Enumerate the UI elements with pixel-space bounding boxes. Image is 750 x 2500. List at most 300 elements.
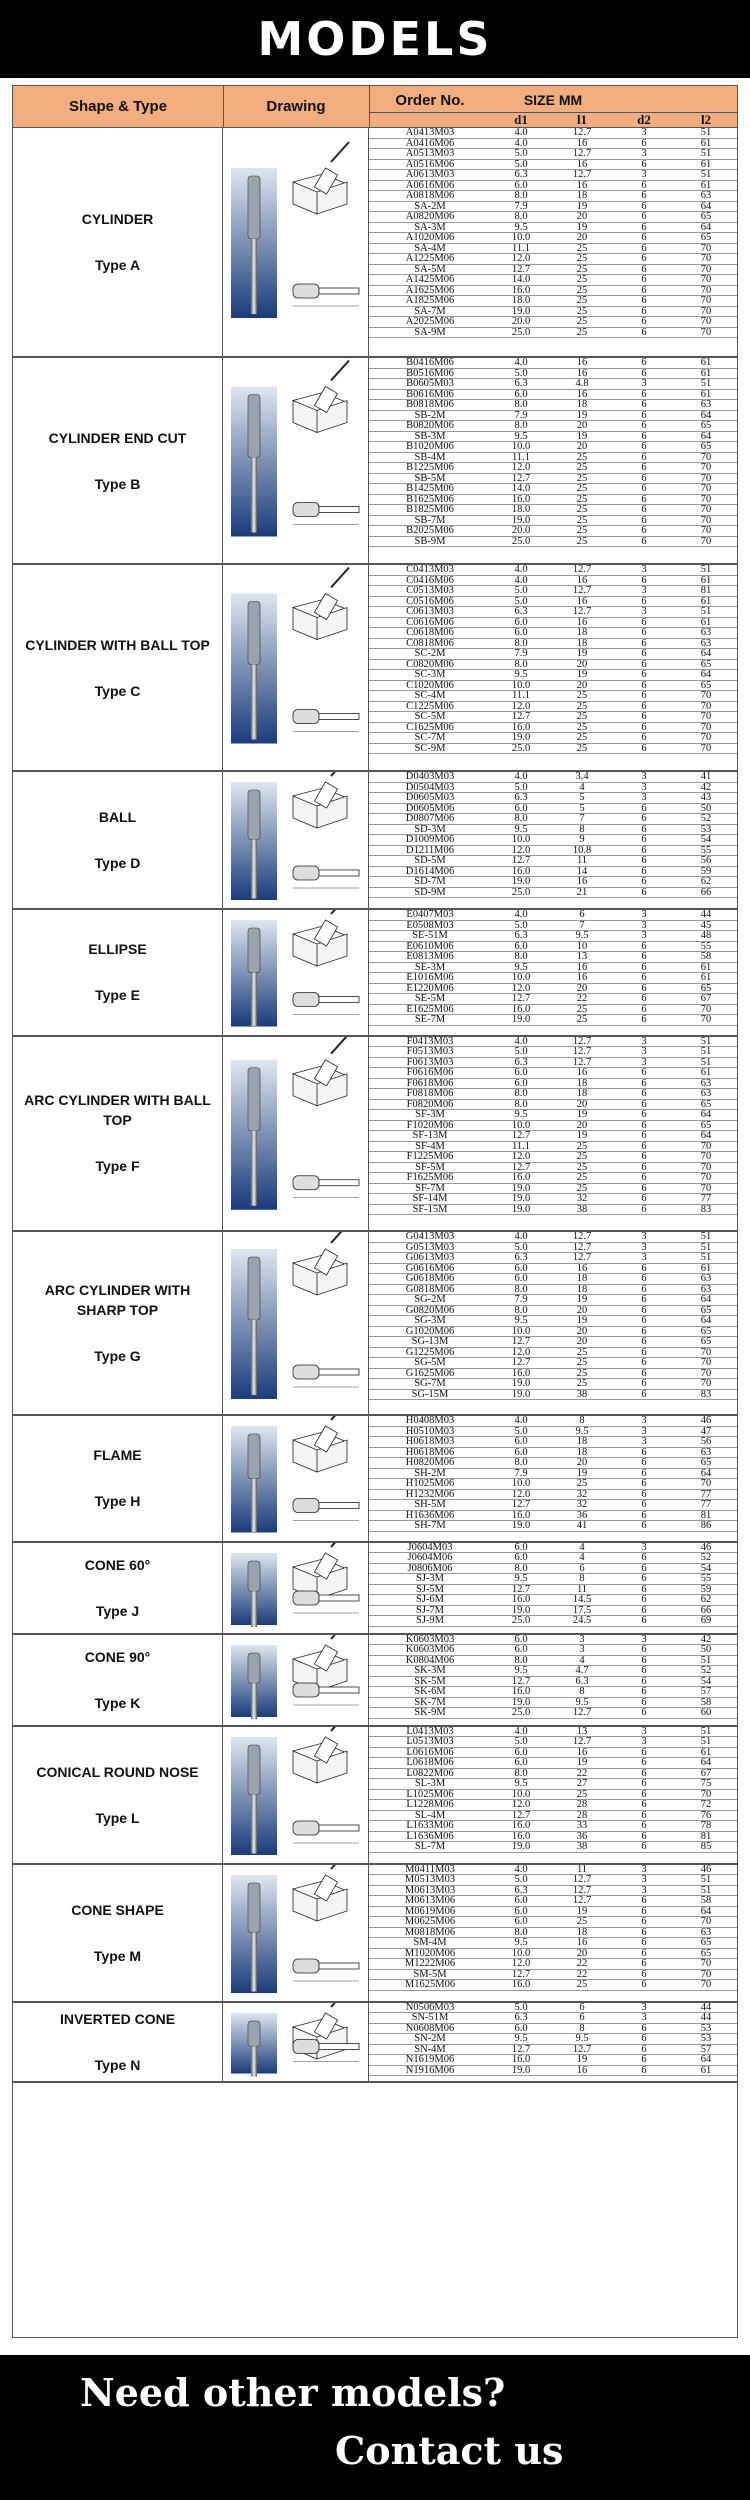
l1-value: 6 <box>579 1563 585 1573</box>
model-rows <box>369 1232 737 1400</box>
l2-value: 56 <box>700 856 712 866</box>
d2-value: 6 <box>641 638 647 648</box>
table-row <box>369 160 737 171</box>
l2-value: 51 <box>700 128 712 138</box>
d1-value: 10.0 <box>511 680 531 690</box>
l2-value: 61 <box>700 138 712 148</box>
order-no: SB-4M <box>414 452 446 462</box>
l2-value: 64 <box>700 1468 712 1478</box>
order-no: A0413M03 <box>405 128 455 138</box>
shape-type-cell <box>13 910 223 1035</box>
d2-value: 6 <box>641 1521 647 1531</box>
l1-value: 41 <box>576 1521 588 1531</box>
l1-value: 16 <box>576 1747 588 1757</box>
l1-value: 18 <box>576 638 588 648</box>
l1-value: 16 <box>576 1263 588 1273</box>
d1-value: 8.0 <box>514 1563 528 1573</box>
l1-value: 4 <box>579 1542 585 1552</box>
order-no: SB-7M <box>414 515 446 525</box>
d2-value: 6 <box>641 1584 647 1594</box>
table-row <box>369 723 737 734</box>
d1-value: 12.0 <box>511 254 531 264</box>
d2-value: 6 <box>641 1089 647 1099</box>
table-row <box>369 597 737 608</box>
table-row <box>369 1327 737 1338</box>
d1-value: 6.0 <box>514 2023 528 2033</box>
table-row <box>369 1917 737 1928</box>
table-row <box>369 733 737 744</box>
d1-value: 6.0 <box>514 1447 528 1457</box>
table-row <box>369 1779 737 1790</box>
drawing-cell <box>223 358 369 563</box>
table-row <box>369 202 737 213</box>
table-row <box>369 453 737 464</box>
order-no: A1425M06 <box>405 275 455 285</box>
order-no: G0820M06 <box>405 1305 455 1315</box>
table-row <box>369 628 737 639</box>
d1-value: 16.0 <box>511 2055 531 2065</box>
l2-value: 70 <box>700 1173 712 1183</box>
d1-value: 12.7 <box>511 1162 531 1172</box>
table-row <box>369 910 737 921</box>
l1-value: 25 <box>576 691 588 701</box>
order-no: H0510M03 <box>405 1426 455 1436</box>
order-no: J0604M06 <box>407 1553 453 1563</box>
d1-value: 6.0 <box>514 1906 528 1916</box>
order-no: F1225M06 <box>406 1152 454 1162</box>
table-row <box>369 1089 737 1100</box>
table-row <box>369 1306 737 1317</box>
d1-value: 8.0 <box>514 1655 528 1665</box>
l2-value: 70 <box>700 484 712 494</box>
drawing-2 <box>223 565 369 770</box>
d1-value: 10.0 <box>511 233 531 243</box>
order-no: G0818M06 <box>405 1284 455 1294</box>
d2-value: 6 <box>641 1263 647 1273</box>
d1-value: 12.0 <box>511 983 531 993</box>
order-no: A1625M06 <box>405 285 455 295</box>
d2-value: 6 <box>641 1337 647 1347</box>
table-row <box>369 1842 737 1853</box>
l1-value: 25 <box>576 1789 588 1799</box>
d1-value: 16.0 <box>511 1595 531 1605</box>
d1-value: 19.0 <box>511 515 531 525</box>
table-row <box>369 1253 737 1264</box>
d1-value: 8.0 <box>514 1305 528 1315</box>
l2-value: 61 <box>700 575 712 585</box>
d2-value: 6 <box>641 442 647 452</box>
d2-value: 6 <box>641 617 647 627</box>
table-row <box>369 2003 737 2014</box>
table-row <box>369 265 737 276</box>
order-no: K0804M06 <box>405 1655 455 1665</box>
order-no: B0605M03 <box>406 379 454 389</box>
d2-value: 6 <box>641 222 647 232</box>
l1-value: 16 <box>576 973 588 983</box>
d2-value: 6 <box>641 526 647 536</box>
table-row <box>369 1758 737 1769</box>
table-row <box>369 463 737 474</box>
order-no: A0818M06 <box>405 191 455 201</box>
l2-value: 65 <box>700 421 712 431</box>
l2-value: 70 <box>700 473 712 483</box>
l2-value: 70 <box>700 515 712 525</box>
table-row <box>369 1015 737 1026</box>
l1-value: 18 <box>576 191 588 201</box>
shape-name: ELLIPSE <box>88 941 147 958</box>
drawing-cell <box>223 1037 369 1231</box>
d1-value: 6.0 <box>514 617 528 627</box>
l2-value: 70 <box>700 275 712 285</box>
shape-type-cell <box>13 565 223 770</box>
l1-value: 19 <box>576 1131 588 1141</box>
table-row <box>369 1687 737 1698</box>
order-no: E0508M03 <box>406 920 454 930</box>
d2-value: 6 <box>641 845 647 855</box>
table-row <box>369 660 737 671</box>
l1-value: 6 <box>579 2013 585 2023</box>
l1-value: 3 <box>579 1645 585 1655</box>
l2-value: 66 <box>700 887 712 897</box>
d1-value: 8.0 <box>514 1458 528 1468</box>
order-no: SC-2M <box>414 649 446 659</box>
d2-value: 6 <box>641 264 647 274</box>
d2-value: 6 <box>641 1479 647 1489</box>
order-no: SA-5M <box>414 264 446 274</box>
l1-value: 25 <box>576 1368 588 1378</box>
order-no: C0618M06 <box>406 628 454 638</box>
table-row <box>369 1285 737 1296</box>
l2-value: 70 <box>700 526 712 536</box>
table-row <box>369 369 737 380</box>
l2-value: 70 <box>700 1917 712 1927</box>
l1-value: 25 <box>576 701 588 711</box>
d2-value: 3 <box>641 1885 647 1895</box>
l1-value: 18 <box>576 1089 588 1099</box>
l1-value: 38 <box>576 1389 588 1399</box>
table-row <box>369 1369 737 1380</box>
table-row <box>369 1173 737 1184</box>
table-row <box>369 1959 737 1970</box>
l2-value: 48 <box>700 931 712 941</box>
d1-value: 6.3 <box>514 793 528 803</box>
contact-banner[interactable] <box>0 2355 750 2500</box>
d1-value: 12.7 <box>511 856 531 866</box>
table-row <box>369 814 737 825</box>
d2-value: 6 <box>641 1708 647 1718</box>
table-row <box>369 149 737 160</box>
d2-value: 6 <box>641 877 647 887</box>
table-row <box>369 1980 737 1991</box>
l2-value: 64 <box>700 1131 712 1141</box>
l1-value: 20 <box>576 1120 588 1130</box>
d2-value: 6 <box>641 1959 647 1969</box>
l1-value: 32 <box>576 1500 588 1510</box>
l2-value: 70 <box>700 1379 712 1389</box>
cta-line-2[interactable]: Contact us <box>335 2428 564 2473</box>
order-no: D0403M03 <box>405 772 455 782</box>
drawing-cell <box>223 1727 369 1863</box>
d1-value: 6.0 <box>514 803 528 813</box>
l1-value: 12.7 <box>572 128 592 138</box>
l1-value: 25 <box>576 243 588 253</box>
l1-value: 25 <box>576 1358 588 1368</box>
order-no: M0619M06 <box>404 1906 456 1916</box>
drawing-0 <box>223 128 369 356</box>
l1-value: 12.7 <box>572 1047 592 1057</box>
d1-value: 19.0 <box>511 1194 531 1204</box>
d2-value: 6 <box>641 1347 647 1357</box>
order-no: SC-4M <box>414 691 446 701</box>
d2-value: 6 <box>641 1789 647 1799</box>
d1-value: 18.0 <box>511 296 531 306</box>
d1-value: 4.0 <box>514 1232 528 1242</box>
d1-value: 8.0 <box>514 1927 528 1937</box>
d1-value: 25.0 <box>511 1616 531 1626</box>
d2-value: 3 <box>641 170 647 180</box>
l1-value: 25 <box>576 1347 588 1357</box>
d1-value: 14.0 <box>511 275 531 285</box>
l1-value: 33 <box>576 1821 588 1831</box>
l1-value: 22 <box>576 1959 588 1969</box>
l2-value: 70 <box>700 1959 712 1969</box>
table-row <box>369 2034 737 2045</box>
table-row <box>369 358 737 369</box>
d1-value: 9.5 <box>514 962 528 972</box>
l2-value: 50 <box>700 1645 712 1655</box>
col-order-no: Order No. <box>395 92 465 109</box>
l1-value: 20 <box>576 1326 588 1336</box>
table-row <box>369 254 737 265</box>
d1-value: 5.0 <box>514 1426 528 1436</box>
order-no: B1625M06 <box>406 494 454 504</box>
l1-value: 25 <box>576 317 588 327</box>
l1-value: 18 <box>576 628 588 638</box>
d1-value: 19.0 <box>511 877 531 887</box>
group-type-a <box>13 128 737 358</box>
l1-value: 25 <box>576 1183 588 1193</box>
d2-value: 6 <box>641 1316 647 1326</box>
table-row <box>369 191 737 202</box>
d2-value: 3 <box>641 1253 647 1263</box>
d2-value: 6 <box>641 2044 647 2054</box>
d2-value: 6 <box>641 1204 647 1214</box>
l1-value: 6 <box>579 2002 585 2012</box>
l2-value: 51 <box>700 1057 712 1067</box>
d2-value: 6 <box>641 659 647 669</box>
d1-value: 12.0 <box>511 1489 531 1499</box>
group-type-n <box>13 2003 737 2084</box>
d2-value: 6 <box>641 1489 647 1499</box>
l1-value: 25 <box>576 285 588 295</box>
table-row <box>369 712 737 723</box>
drawing-cell <box>223 772 369 908</box>
l1-value: 19 <box>576 1110 588 1120</box>
d2-value: 6 <box>641 2055 647 2065</box>
order-no: SN-4M <box>414 2044 446 2054</box>
l1-value: 25 <box>576 1479 588 1489</box>
d2-value: 6 <box>641 1676 647 1686</box>
l1-value: 9.5 <box>575 1697 589 1707</box>
d1-value: 12.7 <box>511 1969 531 1979</box>
d1-value: 8.0 <box>514 400 528 410</box>
d1-value: 5.0 <box>514 586 528 596</box>
d2-value: 6 <box>641 1616 647 1626</box>
group-type-g <box>13 1232 737 1416</box>
order-no: SK-6M <box>414 1687 446 1697</box>
l1-value: 16 <box>576 617 588 627</box>
table-row <box>369 649 737 660</box>
table-row <box>369 1677 737 1688</box>
col-shape-type: Shape & Type <box>68 98 168 115</box>
model-rows <box>369 565 737 754</box>
d1-value: 6.3 <box>514 607 528 617</box>
d2-value: 6 <box>641 159 647 169</box>
order-no: D1211M06 <box>405 845 455 855</box>
l1-value: 16 <box>576 368 588 378</box>
table-row <box>369 1748 737 1759</box>
order-no: L0822M06 <box>406 1768 454 1778</box>
d2-value: 3 <box>641 782 647 792</box>
l2-value: 70 <box>700 285 712 295</box>
shape-type-cell <box>13 1037 223 1231</box>
d2-value: 6 <box>641 1120 647 1130</box>
order-no: B1020M06 <box>406 442 454 452</box>
col-drawing: Drawing <box>266 98 326 115</box>
l2-value: 46 <box>700 1416 712 1426</box>
table-row <box>369 526 737 537</box>
d1-value: 4.0 <box>514 565 528 575</box>
order-no: SC-7M <box>414 733 446 743</box>
d1-value: 16.0 <box>511 1980 531 1990</box>
l1-value: 25 <box>576 722 588 732</box>
shape-type: Type L <box>95 1809 140 1826</box>
l2-value: 65 <box>700 1337 712 1347</box>
d1-value: 6.0 <box>514 1263 528 1273</box>
d2-value: 6 <box>641 1563 647 1573</box>
col-d1: d1 <box>514 112 528 127</box>
d1-value: 12.7 <box>511 1584 531 1594</box>
order-no: E0813M06 <box>406 952 454 962</box>
table-row <box>369 307 737 318</box>
l2-value: 51 <box>700 1655 712 1665</box>
order-no: SK-3M <box>414 1666 446 1676</box>
table-row <box>369 474 737 485</box>
order-no: H0618M06 <box>405 1447 455 1457</box>
model-rows <box>369 772 737 898</box>
d1-value: 12.7 <box>511 712 531 722</box>
table-row <box>369 1458 737 1469</box>
l2-value: 63 <box>700 628 712 638</box>
order-no: G0618M06 <box>405 1274 455 1284</box>
l1-value: 36 <box>576 1510 588 1520</box>
d1-value: 6.3 <box>514 931 528 941</box>
l1-value: 25 <box>576 515 588 525</box>
table-row <box>369 1469 737 1480</box>
shape-type: Type D <box>94 855 141 871</box>
d2-value: 6 <box>641 431 647 441</box>
d2-value: 6 <box>641 1938 647 1948</box>
l2-value: 81 <box>700 1510 712 1520</box>
order-no: SG-7M <box>414 1379 446 1389</box>
table-row <box>369 1907 737 1918</box>
table-row <box>369 1896 737 1907</box>
table-row <box>369 223 737 234</box>
l1-value: 6.3 <box>575 1676 589 1686</box>
l2-value: 61 <box>700 159 712 169</box>
table-row <box>369 1521 737 1532</box>
table-row <box>369 421 737 432</box>
order-no: A1225M06 <box>405 254 455 264</box>
l1-value: 20 <box>576 212 588 222</box>
table-row <box>369 846 737 857</box>
model-rows <box>369 910 737 1026</box>
table-row <box>369 1274 737 1285</box>
table-row <box>369 2045 737 2056</box>
l2-value: 65 <box>700 442 712 452</box>
d1-value: 19.0 <box>511 1379 531 1389</box>
d2-value: 6 <box>641 296 647 306</box>
l2-value: 77 <box>700 1194 712 1204</box>
l2-value: 70 <box>700 1152 712 1162</box>
table-row <box>369 1416 737 1427</box>
d1-value: 4.0 <box>514 138 528 148</box>
d1-value: 25.0 <box>511 887 531 897</box>
l2-value: 77 <box>700 1489 712 1499</box>
order-no: G0613M03 <box>405 1253 455 1263</box>
d2-value: 6 <box>641 2065 647 2075</box>
order-no: H1232M06 <box>405 1489 455 1499</box>
d2-value: 6 <box>641 1468 647 1478</box>
d2-value: 6 <box>641 973 647 983</box>
d1-value: 11.1 <box>512 1141 530 1151</box>
table-row <box>369 505 737 516</box>
order-no: H0820M06 <box>405 1458 455 1468</box>
table-row <box>369 1100 737 1111</box>
l2-value: 58 <box>700 952 712 962</box>
d1-value: 5.0 <box>514 596 528 606</box>
l1-value: 18 <box>576 1447 588 1457</box>
shape-type-cell <box>13 1416 223 1541</box>
l2-value: 41 <box>700 772 712 782</box>
d1-value: 12.0 <box>511 1800 531 1810</box>
model-rows <box>369 1037 737 1216</box>
d1-value: 9.5 <box>514 1316 528 1326</box>
l1-value: 16 <box>576 159 588 169</box>
d1-value: 8.0 <box>514 1768 528 1778</box>
order-no: C0416M06 <box>406 575 454 585</box>
d1-value: 12.7 <box>511 2044 531 2054</box>
table-row <box>369 1490 737 1501</box>
l1-value: 16 <box>576 358 588 368</box>
order-no: SK-9M <box>414 1708 446 1718</box>
table-row <box>369 296 737 307</box>
table-row <box>369 1448 737 1459</box>
order-no: C0820M06 <box>406 659 454 669</box>
d1-value: 6.0 <box>514 389 528 399</box>
l2-value: 44 <box>700 2002 712 2012</box>
model-rows <box>369 358 737 547</box>
d1-value: 10.0 <box>511 1326 531 1336</box>
order-no: C0516M06 <box>406 596 454 606</box>
drawing-7 <box>223 1416 369 1541</box>
l2-value: 70 <box>700 327 712 337</box>
d2-value: 3 <box>641 1036 647 1046</box>
l1-value: 25 <box>576 1162 588 1172</box>
table-row <box>369 286 737 297</box>
table-row <box>369 1635 737 1646</box>
d1-value: 4.0 <box>514 772 528 782</box>
